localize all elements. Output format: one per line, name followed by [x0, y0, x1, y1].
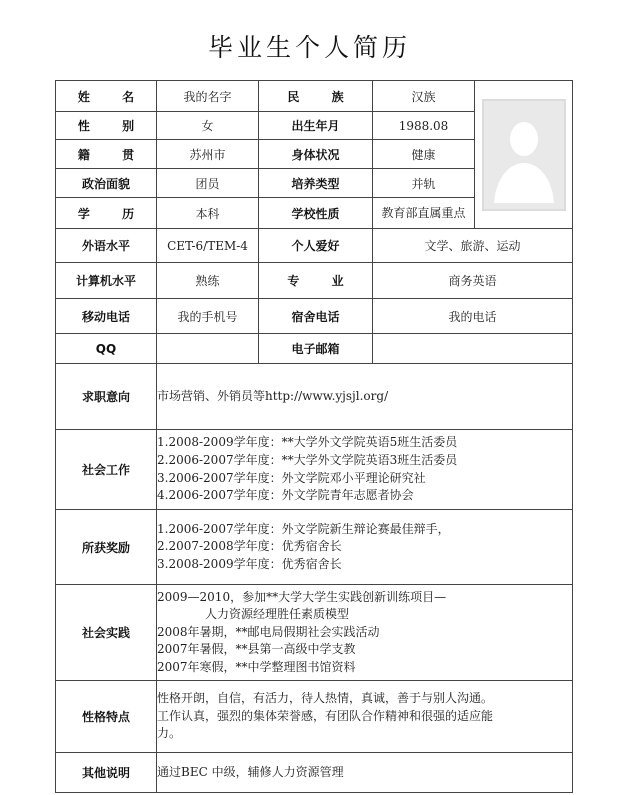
resume-table — [55, 80, 573, 793]
person-silhouette-icon — [482, 99, 566, 211]
major-label: 专 业 — [259, 263, 373, 299]
education-label: 学 历 — [56, 198, 157, 229]
list-item: 1.2006-2007学年度：外文学院新生辩论赛最佳辩手， — [157, 521, 450, 536]
gender-label: 性 别 — [56, 112, 157, 140]
political-label: 政治面貌 — [56, 169, 157, 198]
language-value: CET-6/TEM-4 — [157, 229, 259, 263]
email-label: 电子邮箱 — [259, 334, 373, 364]
row-computer — [56, 263, 573, 299]
row-social-work — [56, 430, 573, 510]
origin-label: 籍 贯 — [56, 140, 157, 169]
row-mobile — [56, 299, 573, 334]
job-intent-value: 市场营销、外销员等http://www.yjsjl.org/ — [157, 364, 573, 430]
list-item: 2.2006-2007学年度：**大学外文学院英语3班生活委员 — [157, 452, 458, 467]
list-item: 人力资源经理胜任素质模型 — [205, 607, 350, 622]
row-awards — [56, 510, 573, 585]
personality-label: 性格特点 — [56, 681, 157, 753]
language-label: 外语水平 — [56, 229, 157, 263]
list-item: 1.2008-2009学年度：**大学外文学院英语5班生活委员 — [157, 435, 458, 450]
hobby-label: 个人爱好 — [259, 229, 373, 263]
health-label: 身体状况 — [259, 140, 373, 169]
text-line: 工作认真，强烈的集体荣誉感，有团队合作精神和很强的适应能 — [157, 708, 494, 723]
birth-value: 1988.08 — [373, 112, 475, 140]
school-type-label: 学校性质 — [259, 198, 373, 229]
row-job-intent — [56, 364, 573, 430]
row-language — [56, 229, 573, 263]
birth-label: 出生年月 — [259, 112, 373, 140]
dorm-phone-value: 我的电话 — [373, 299, 573, 334]
row-name — [56, 81, 573, 112]
mobile-label: 移动电话 — [56, 299, 157, 334]
list-item: 4.2006-2007学年度：外文学院青年志愿者协会 — [157, 488, 414, 503]
name-label: 姓 名 — [56, 81, 157, 112]
list-item: 2009—2010，参加**大学大学生实践创新训练项目— — [157, 589, 447, 604]
email-value — [373, 334, 573, 364]
political-value: 团员 — [157, 169, 259, 198]
practice-list — [157, 585, 573, 681]
personality-text — [157, 681, 573, 753]
training-value: 并轨 — [373, 169, 475, 198]
social-work-label: 社会工作 — [56, 430, 157, 510]
row-practice — [56, 585, 573, 681]
list-item: 2.2007-2008学年度：优秀宿舍长 — [157, 539, 342, 554]
computer-value: 熟练 — [157, 263, 259, 299]
ethnicity-label: 民 族 — [259, 81, 373, 112]
health-value: 健康 — [373, 140, 475, 169]
ethnicity-value: 汉族 — [373, 81, 475, 112]
text-line: 性格开朗，自信，有活力，待人热情，真诚，善于与别人沟通。 — [157, 691, 494, 706]
practice-label: 社会实践 — [56, 585, 157, 681]
page-title: 毕业生个人简历 — [207, 33, 411, 62]
list-item: 3.2006-2007学年度：外文学院邓小平理论研究社 — [157, 470, 426, 485]
list-item: 2007年寒假，**中学整理图书馆资料 — [157, 659, 356, 674]
major-value: 商务英语 — [373, 263, 573, 299]
social-work-list — [157, 430, 573, 510]
photo-cell — [475, 81, 573, 229]
awards-label: 所获奖励 — [56, 510, 157, 585]
gender-value: 女 — [157, 112, 259, 140]
mobile-value: 我的手机号 — [157, 299, 259, 334]
row-personality — [56, 681, 573, 753]
qq-value — [157, 334, 259, 364]
list-item: 2008年暑期，**邮电局假期社会实践活动 — [157, 624, 380, 639]
dorm-phone-label: 宿舍电话 — [259, 299, 373, 334]
list-item: 2007年暑假，**县第一高级中学支教 — [157, 642, 356, 657]
row-other — [56, 753, 573, 793]
awards-list — [157, 510, 573, 585]
education-value: 本科 — [157, 198, 259, 229]
computer-label: 计算机水平 — [56, 263, 157, 299]
hobby-value: 文学、旅游、运动 — [373, 229, 573, 263]
origin-value: 苏州市 — [157, 140, 259, 169]
training-label: 培养类型 — [259, 169, 373, 198]
other-value: 通过BEC 中级，辅修人力资源管理 — [157, 753, 573, 793]
qq-label: QQ — [56, 334, 157, 364]
school-type-value: 教育部直属重点 — [373, 198, 475, 229]
row-qq — [56, 334, 573, 364]
other-label: 其他说明 — [56, 753, 157, 793]
name-value: 我的名字 — [157, 81, 259, 112]
text-line: 力。 — [157, 726, 182, 741]
job-intent-label: 求职意向 — [56, 364, 157, 430]
list-item: 3.2008-2009学年度：优秀宿舍长 — [157, 556, 342, 571]
